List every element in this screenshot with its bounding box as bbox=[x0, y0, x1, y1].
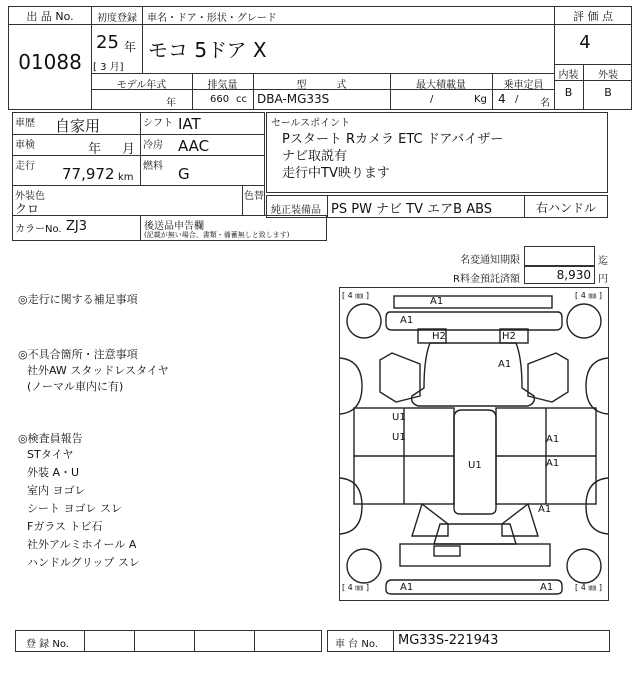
capacity-label: 乗車定員 bbox=[503, 80, 544, 91]
chassis-no-label: 車 台 No. bbox=[335, 639, 378, 650]
inspection-month: 月 bbox=[122, 142, 136, 157]
shift-value: IAT bbox=[178, 115, 201, 133]
mark-top-bar: A1 bbox=[400, 315, 414, 326]
tire-depth-rear-left: [ 4 ㎜ ] bbox=[342, 583, 369, 592]
inspector-line-6: 社外アルミホイール A bbox=[27, 538, 137, 551]
details-box bbox=[12, 112, 265, 216]
mark-right-door-1: A1 bbox=[546, 434, 560, 445]
inspection-label: 車検 bbox=[15, 140, 35, 151]
name-change-unit: 迄 bbox=[598, 256, 608, 267]
capacity-unit: 名 bbox=[540, 98, 550, 109]
mark-rear-right: A1 bbox=[538, 504, 552, 515]
mileage-unit: km bbox=[118, 172, 134, 183]
reg-no-label: 登 録 No. bbox=[26, 639, 69, 650]
history-label: 車歴 bbox=[15, 118, 35, 129]
tire-depth-rear-right: [ 4 ㎜ ] bbox=[575, 583, 602, 592]
side-wheel-arc-left-rear bbox=[340, 478, 362, 534]
mark-h2-right: H2 bbox=[502, 331, 516, 342]
car-diagram bbox=[339, 287, 609, 601]
roof-strip-outline bbox=[394, 296, 552, 308]
mark-left-door-2: U1 bbox=[392, 432, 406, 443]
car-diagram-svg bbox=[340, 288, 608, 600]
mark-right-door-2: A1 bbox=[546, 458, 560, 469]
defects-title: ◎不具合箇所・注意事項 bbox=[18, 348, 138, 361]
mark-h2-left: H2 bbox=[432, 331, 446, 342]
displacement-label: 排気量 bbox=[207, 80, 238, 91]
model-value: DBA-MG33S bbox=[257, 92, 330, 106]
shift-label: シフト bbox=[143, 118, 173, 129]
max-load-label: 最大積載量 bbox=[416, 80, 466, 91]
recycle-label: R料金預託済額 bbox=[453, 274, 520, 285]
mark-bottom-right: A1 bbox=[540, 582, 554, 593]
tire-depth-front-right: [ 4 ㎜ ] bbox=[575, 291, 602, 300]
mark-roof-strip: A1 bbox=[430, 296, 444, 307]
first-reg-month: [ 3 月] bbox=[93, 62, 124, 73]
rear-hatch-outline bbox=[400, 544, 550, 566]
mark-bottom-left: A1 bbox=[400, 582, 414, 593]
fuel-value: G bbox=[178, 165, 190, 183]
lot-number: 01088 bbox=[18, 50, 82, 74]
wheel-rear-right-icon bbox=[567, 549, 601, 583]
inspection-year: 年 bbox=[88, 142, 102, 157]
front-fender-right bbox=[528, 353, 568, 402]
equipment-label: 純正装備品 bbox=[271, 205, 321, 216]
side-wheel-arc-right-front bbox=[586, 358, 608, 414]
interior-grade: B bbox=[564, 86, 573, 99]
inspector-line-7: ハンドルグリップ スレ bbox=[27, 556, 140, 569]
exterior-grade: B bbox=[604, 86, 612, 99]
color-label: 外装色 bbox=[15, 191, 45, 202]
mark-left-door-1: U1 bbox=[392, 412, 406, 423]
license-plate-outline bbox=[434, 546, 460, 556]
defects-line-1: 社外AW スタッドレスタイヤ bbox=[27, 364, 169, 377]
history-value: 自家用 bbox=[55, 117, 101, 135]
ac-label: 冷房 bbox=[143, 140, 163, 151]
sales-points-label: セールスポイント bbox=[271, 118, 351, 129]
max-load-sep: / bbox=[430, 94, 434, 105]
recycle-value: 8,930 bbox=[556, 268, 591, 282]
inspector-line-2: 外装 A・U bbox=[27, 466, 80, 479]
mark-roof: U1 bbox=[468, 460, 482, 471]
mileage-label: 走行 bbox=[15, 161, 35, 172]
exterior-label: 外装 bbox=[598, 70, 618, 81]
rear-quarter-left bbox=[412, 504, 448, 536]
capacity-sep: / bbox=[515, 94, 519, 105]
wheel-rear-left-icon bbox=[347, 549, 381, 583]
equipment-items: PS PW ナビ TV エアB ABS bbox=[331, 202, 493, 217]
inspector-title: ◎検査員報告 bbox=[18, 432, 83, 445]
mark-hood: A1 bbox=[498, 359, 512, 370]
lot-label: 出 品 No. bbox=[26, 10, 74, 23]
sales-point-line-2: ナビ取説有 bbox=[282, 149, 348, 164]
first-reg-year: 25 bbox=[96, 32, 119, 53]
chassis-no-value: MG33S-221943 bbox=[398, 633, 499, 648]
first-reg-label: 初度登録 bbox=[97, 13, 137, 24]
hood-outline bbox=[412, 343, 535, 406]
score-value: 4 bbox=[579, 32, 591, 53]
color-value: クロ bbox=[15, 202, 40, 216]
inspector-line-3: 室内 ヨゴレ bbox=[27, 484, 86, 497]
sales-point-line-1: Pスタート Rカメラ ETC ドアバイザー bbox=[282, 132, 504, 147]
model-label: 型 式 bbox=[296, 80, 347, 91]
wheel-front-left-icon bbox=[347, 304, 381, 338]
side-wheel-arc-left-front bbox=[340, 358, 362, 414]
handle-side: 右ハンドル bbox=[535, 201, 596, 215]
car-name: モコ 5ドア X bbox=[148, 38, 267, 62]
color-no-value: ZJ3 bbox=[66, 219, 88, 234]
color-no-label: カラーNo. bbox=[15, 224, 62, 235]
inspector-line-4: シート ヨゴレ スレ bbox=[27, 502, 122, 515]
aftermarket-label: 後送品申告欄 bbox=[144, 221, 204, 232]
inspector-line-5: Fガラス トビ石 bbox=[27, 520, 103, 533]
aftermarket-note: (記載が無い場合、書類・備蓄無しと致します) bbox=[144, 231, 290, 239]
model-year-label: モデル年式 bbox=[116, 80, 167, 91]
side-wheel-arc-right-rear bbox=[586, 478, 608, 534]
displacement-unit: cc bbox=[236, 94, 247, 105]
wheel-front-right-icon bbox=[567, 304, 601, 338]
inspector-line-1: STタイヤ bbox=[27, 448, 74, 461]
rear-quarter-right bbox=[502, 504, 538, 536]
fuel-label: 燃料 bbox=[143, 161, 163, 172]
sales-point-line-3: 走行中TV映ります bbox=[282, 166, 390, 181]
rear-window-outline bbox=[434, 524, 516, 544]
capacity-value: 4 bbox=[498, 92, 506, 106]
car-name-label: 車名・ドア・形状・グレード bbox=[147, 13, 277, 24]
defects-line-2: (ノーマル車内に有) bbox=[27, 380, 124, 393]
score-label: 評 価 点 bbox=[573, 10, 613, 23]
name-change-label: 名変通知期限 bbox=[460, 255, 520, 266]
tire-depth-front-left: [ 4 ㎜ ] bbox=[342, 291, 369, 300]
name-change-box bbox=[524, 246, 595, 266]
interior-label: 内装 bbox=[558, 70, 579, 81]
model-year-unit: 年 bbox=[166, 98, 176, 109]
ac-value: AAC bbox=[178, 137, 210, 155]
displacement-value: 660 bbox=[210, 94, 230, 105]
mileage-value: 77,972 bbox=[62, 165, 115, 183]
color-change-label: 色替 bbox=[244, 191, 264, 202]
recycle-unit: 円 bbox=[598, 274, 608, 285]
driving-remarks-title: ◎走行に関する補足事項 bbox=[18, 293, 138, 306]
year-unit: 年 bbox=[124, 40, 137, 54]
max-load-unit: Kg bbox=[474, 94, 487, 105]
